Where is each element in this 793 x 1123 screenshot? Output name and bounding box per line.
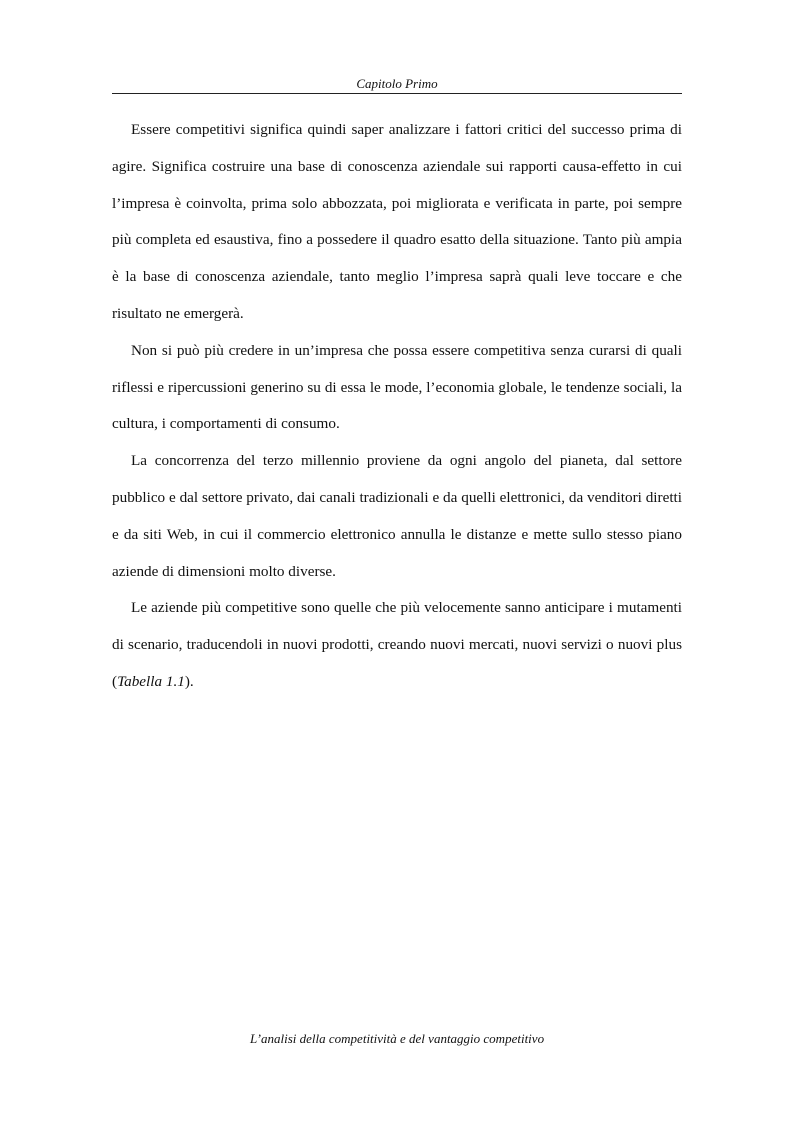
paragraph-4 <box>112 590 682 700</box>
header-rule <box>112 93 682 94</box>
paragraph-4-end: ). <box>184 672 194 690</box>
paragraph-1: Essere competitivi significa quindi saper analizzare i fattori critici del successo prima di agire. Significa costruire una base di conoscenza aziendale sui rapporti causa-effetto in cui l’impresa è coinvolta, prima solo abbozzata, poi migliorata e verificata in parte, poi sempre più completa ed esaustiva, fino a possedere il quadro esatto della situazione. Tanto più ampia è la base di conoscenza aziendale, tanto meglio l’impresa saprà quali leve toccare e che risultato ne emergerà. <box>112 121 682 322</box>
table-reference: Tabella 1.1 <box>117 672 185 690</box>
running-footer: L’analisi della competitività e del vantaggio competitivo <box>249 1031 545 1046</box>
paragraph-2: Non si può più credere in un’impresa che possa essere competitiva senza curarsi di quali riflessi e ripercussioni generino su di essa le mode, l’economia globale, le tendenze sociali, la cultura, i comportamenti di consumo. <box>112 341 682 433</box>
running-header: Capitolo Primo <box>356 76 438 91</box>
body-text <box>112 112 682 701</box>
paragraph-3: La concorrenza del terzo millennio proviene da ogni angolo del pianeta, dal settore pubblico e dal settore privato, dai canali tradizionali e da quelli elettronici, da venditori diretti e da siti Web, in cui il commercio elettronico annulla le distanze e mette sullo stesso piano aziende di dimensioni molto diverse. <box>112 452 682 580</box>
paragraph-4-text: Le aziende più competitive sono quelle che più velocemente sanno anticipare i mutamenti di scenario, traducendoli in nuovi prodotti, creando nuovi mercati, nuovi servizi o nuovi plus ( <box>112 599 682 690</box>
